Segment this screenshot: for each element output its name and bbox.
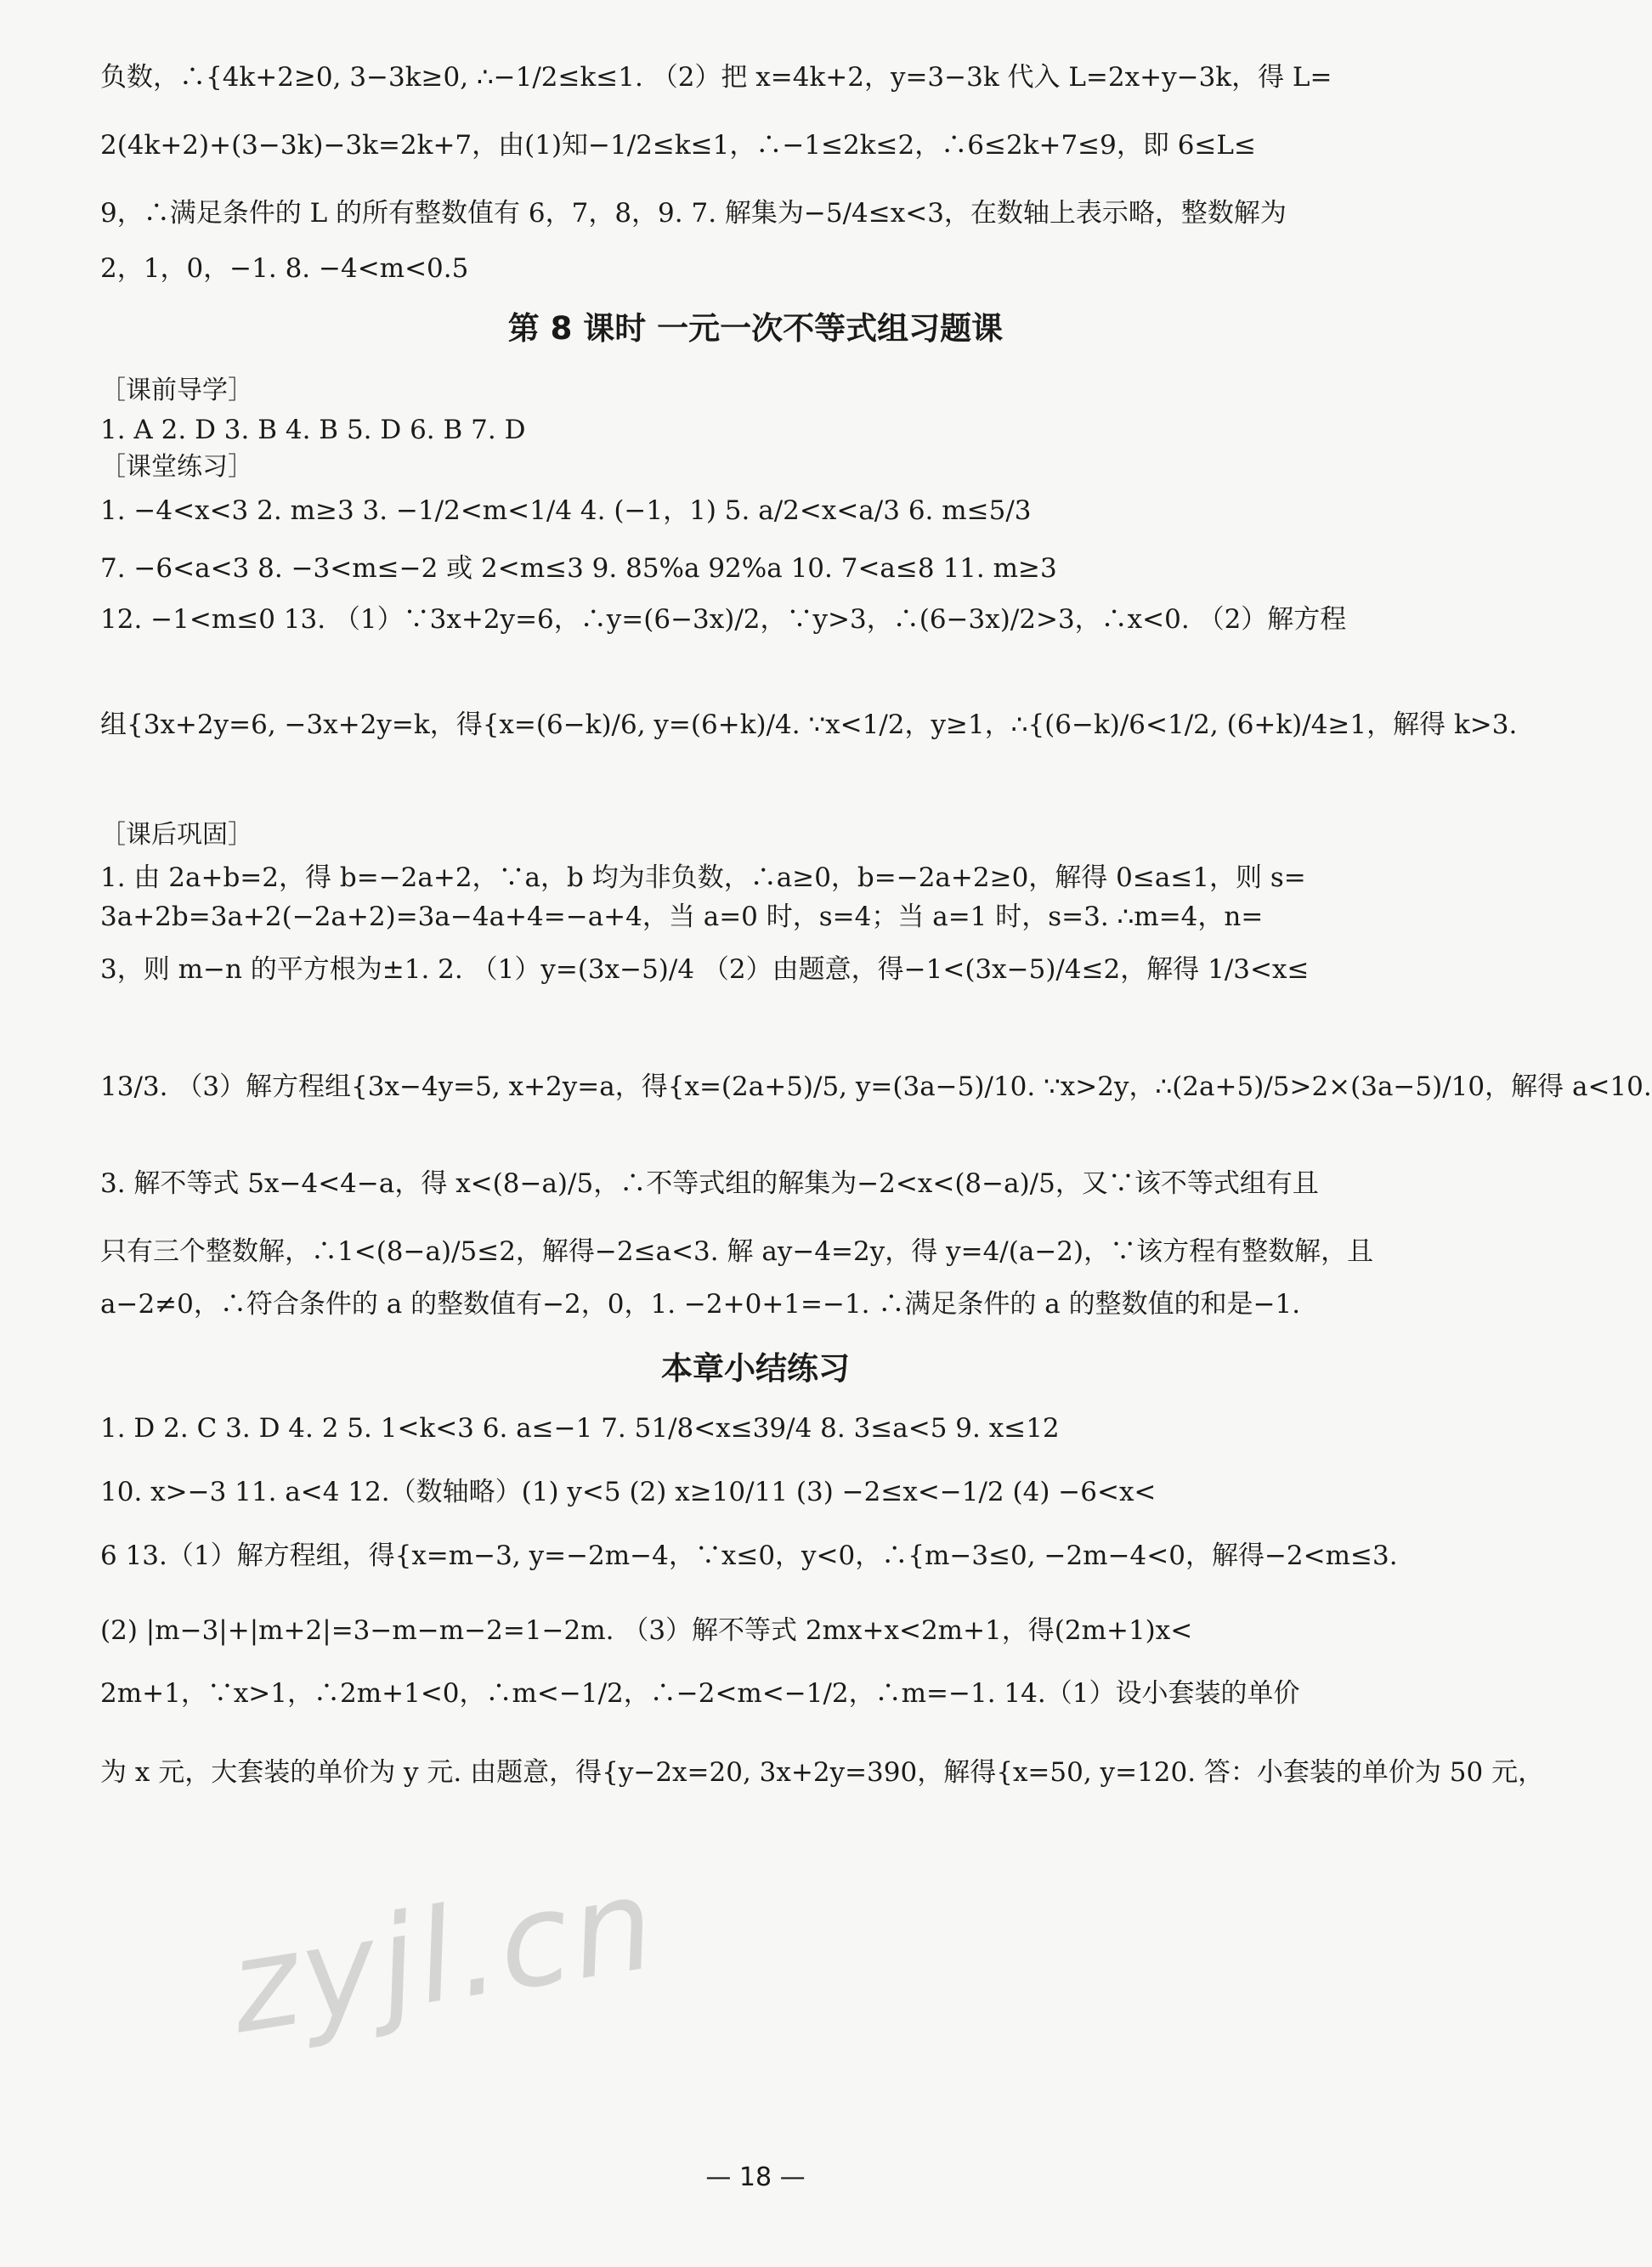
text-line: 12. −1<m≤0 13. （1）∵3x+2y=6，∴y=(6−3x)/2，∵y>3，∴(6−3x)/2>3，∴x<0. （2）解方程 (100, 604, 1347, 635)
lesson-8-title: 第 8 课时 一元一次不等式组习题课 (507, 310, 1004, 347)
text-line: 为 x 元，大套装的单价为 y 元. 由题意，得{y−2x=20, 3x+2y=390，解得{x=50, y=120. 答：小套装的单价为 50 元， (100, 1757, 1545, 1788)
text-line: 1. 由 2a+b=2，得 b=−2a+2，∵a，b 均为非负数，∴a≥0，b=−2a+2≥0，解得 0≤a≤1，则 s= (100, 862, 1306, 893)
text-line: 3a+2b=3a+2(−2a+2)=3a−4a+4=−a+4，当 a=0 时，s=4；当 a=1 时，s=3. ∴m=4，n= (100, 902, 1264, 932)
page-number: — 18 — (705, 2162, 806, 2192)
text-line: 只有三个整数解，∴1<(8−a)/5≤2，解得−2≤a<3. 解 ay−4=2y，得 y=4/(a−2)，∵该方程有整数解，且 (100, 1236, 1374, 1267)
text-line: 负数，∴{4k+2≥0, 3−3k≥0, ∴−1/2≤k≤1. （2）把 x=4k+2，y=3−3k 代入 L=2x+y−3k，得 L= (100, 62, 1332, 93)
chapter-summary-title: 本章小结练习 (661, 1350, 850, 1387)
text-line: 1. D 2. C 3. D 4. 2 5. 1<k<3 6. a≤−1 7. 51/8<x≤39/4 8. 3≤a<5 9. x≤12 (100, 1413, 1060, 1444)
text-line: 7. −6<a<3 8. −3<m≤−2 或 2<m≤3 9. 85%a 92%a 10. 7<a≤8 11. m≥3 (100, 553, 1057, 584)
section-in-class: ［课堂练习］ (100, 452, 253, 482)
text-line: 2m+1，∵x>1，∴2m+1<0，∴m<−1/2，∴−2<m<−1/2，∴m=−1. 14.（1）设小套装的单价 (100, 1678, 1300, 1709)
text-line: (2) |m−3|+|m+2|=3−m−m−2=1−2m. （3）解不等式 2mx+x<2m+1，得(2m+1)x< (100, 1615, 1193, 1646)
watermark: zyjl.cn (220, 1849, 667, 2063)
text-line: 6 13.（1）解方程组，得{x=m−3, y=−2m−4，∵x≤0，y<0，∴{m−3≤0, −2m−4<0，解得−2<m≤3. (100, 1541, 1398, 1571)
text-line: a−2≠0，∴符合条件的 a 的整数值有−2，0，1. −2+0+1=−1. ∴满足条件的 a 的整数值的和是−1. (100, 1289, 1301, 1320)
text-line: 1. −4<x<3 2. m≥3 3. −1/2<m<1/4 4. (−1，1) 5. a/2<x<a/3 6. m≤5/3 (100, 495, 1032, 526)
text-line: 1. A 2. D 3. B 4. B 5. D 6. B 7. D (100, 415, 526, 445)
text-line: 13/3. （3）解方程组{3x−4y=5, x+2y=a，得{x=(2a+5)/5, y=(3a−5)/10. ∵x>2y，∴(2a+5)/5>2×(3a−5)/10，解得 a<10. (100, 1071, 1652, 1102)
section-pre-class: ［课前导学］ (100, 376, 253, 405)
text-line: 2，1，0，−1. 8. −4<m<0.5 (100, 253, 469, 284)
text-line: 10. x>−3 11. a<4 12.（数轴略）(1) y<5 (2) x≥10/11 (3) −2≤x<−1/2 (4) −6<x< (100, 1477, 1157, 1507)
text-line: 9，∴满足条件的 L 的所有整数值有 6，7，8，9. 7. 解集为−5/4≤x<3，在数轴上表示略，整数解为 (100, 198, 1287, 229)
text-line: 2(4k+2)+(3−3k)−3k=2k+7，由(1)知−1/2≤k≤1，∴−1≤2k≤2，∴6≤2k+7≤9，即 6≤L≤ (100, 130, 1256, 161)
text-line: 组{3x+2y=6, −3x+2y=k，得{x=(6−k)/6, y=(6+k)/4. ∵x<1/2，y≥1，∴{(6−k)/6<1/2, (6+k)/4≥1，解得 k>3. (100, 709, 1518, 740)
text-line: 3，则 m−n 的平方根为±1. 2. （1）y=(3x−5)/4 （2）由题意，得−1<(3x−5)/4≤2，解得 1/3<x≤ (100, 954, 1310, 985)
text-line: 3. 解不等式 5x−4<4−a，得 x<(8−a)/5，∴不等式组的解集为−2<x<(8−a)/5，又∵该不等式组有且 (100, 1168, 1319, 1199)
section-after-class: ［课后巩固］ (100, 820, 253, 850)
